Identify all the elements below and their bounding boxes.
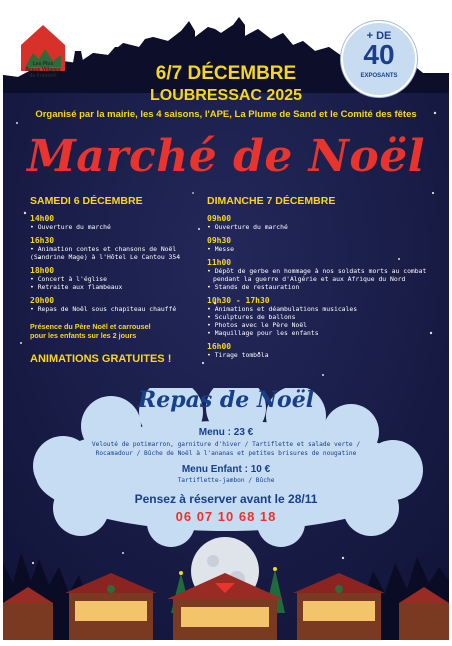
badge-prefix: + DE — [366, 30, 392, 42]
poster — [3, 3, 449, 640]
slot-item: • Animations et déambulations musicales — [207, 305, 358, 313]
sunday-program — [207, 195, 437, 359]
exhibitors-badge — [341, 21, 417, 97]
reservation-reminder: Pensez à réserver avant le 28/11 — [134, 492, 318, 506]
slot-item: • Concert à l'église — [30, 275, 107, 283]
slot-time: 16h30 — [30, 236, 55, 245]
kids-menu-line: Tartiflette-jambon / Bûche — [177, 477, 275, 484]
slot-item: • Photos avec le Père Noël — [207, 321, 308, 329]
poster-title: Marché de Noël — [27, 131, 425, 182]
slot-item: • Animation contes et chansons de Noël — [30, 245, 177, 253]
slot-time: 16h00 — [207, 342, 232, 351]
slot-item: • Maquillage pour les enfants — [207, 329, 319, 337]
slot-item: • Retraite aux flambeaux — [30, 283, 123, 291]
slot-item: • Sculptures de ballons — [207, 313, 296, 321]
organizers-line: Organisé par la mairie, les 4 saisons, l'APE, La Plume de Sand et le Comité des fêtes — [35, 109, 417, 120]
slot-item: pendant la guerre d'Algérie et aux Afrique du Nord — [213, 275, 406, 283]
badge-number: 40 — [363, 39, 395, 70]
menu-price: Menu : 23 € — [198, 427, 254, 438]
slot-time: 11h00 — [207, 258, 232, 267]
slot-item: • Stands de restauration — [207, 283, 300, 291]
santa-note — [30, 322, 220, 340]
event-place-year: LOUBRESSAC 2025 — [149, 87, 303, 104]
slot-time: 14h00 — [30, 214, 55, 223]
slot-item: (Sandrine Mage) à l'Hôtel Le Cantou 354 — [30, 253, 181, 261]
slot-time: 20h00 — [30, 296, 55, 305]
phone-number: 06 07 10 68 18 — [175, 509, 277, 524]
meal-title: Repas de Noël — [137, 387, 315, 413]
slot-item: • Repas de Noël sous chapiteau chauffé — [30, 305, 177, 313]
badge-label: EXPOSANTS — [360, 73, 398, 79]
sunday-heading: DIMANCHE 7 DÉCEMBRE — [207, 195, 336, 207]
free-animations: ANIMATIONS GRATUITES ! — [30, 353, 172, 365]
slot-item: • Messe — [207, 245, 234, 253]
slot-item: • Tirage tombola — [207, 351, 269, 359]
slot-time: 10h30 - 17h30 — [207, 296, 270, 305]
slot-time: 09h00 — [207, 214, 232, 223]
menu-line: Rocamadour / Bûche de Noël à l'ananas et petites brisures de nougatine — [95, 450, 357, 457]
slot-item: • Ouverture du marché — [207, 223, 288, 231]
logo-line: de France® — [29, 73, 57, 79]
logo-line: Les Plus — [32, 61, 54, 67]
market-stall-icon — [167, 573, 283, 640]
christmas-market-scene — [3, 523, 449, 640]
saturday-program — [30, 195, 220, 365]
event-dates: 6/7 DÉCEMBRE — [155, 63, 297, 84]
slot-time: 18h00 — [30, 266, 55, 275]
logo-line: Beaux Villages — [25, 67, 61, 73]
note-line: pour les enfants sur les 2 jours — [30, 331, 137, 340]
slot-item: • Dépôt de gerbe en hommage à nos soldats morts au combat — [207, 267, 427, 275]
note-line: Présence du Père Noël et carrousel — [30, 322, 151, 331]
menu-line: Velouté de potimarron, garniture d'hiver / Tartiflette et salade verte / — [91, 441, 361, 448]
slot-item: • Ouverture du marché — [30, 223, 111, 231]
slot-time: 09h30 — [207, 236, 232, 245]
kids-menu-price: Menu Enfant : 10 € — [181, 464, 271, 475]
saturday-heading: SAMEDI 6 DÉCEMBRE — [30, 195, 143, 207]
